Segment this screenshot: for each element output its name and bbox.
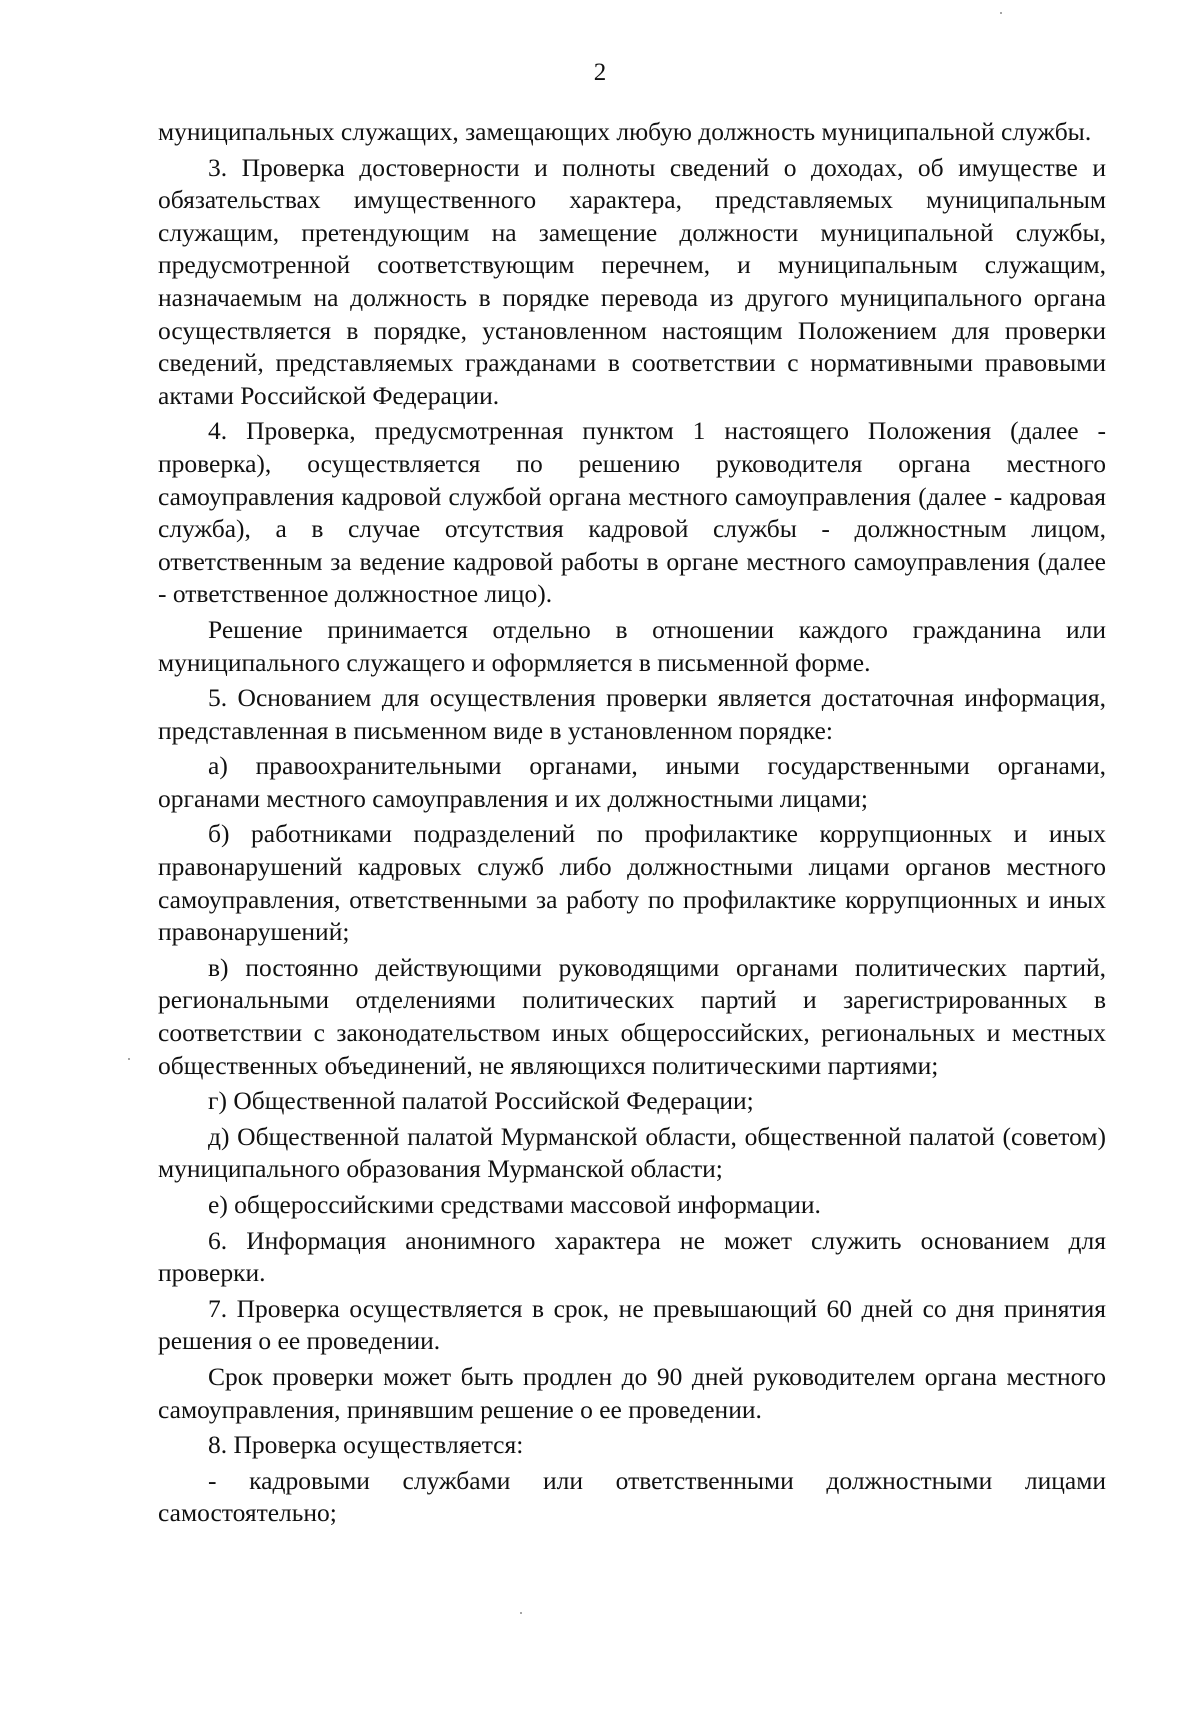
scan-speck [520,1612,522,1614]
paragraph-subitem-v: в) постоянно действующими руководящими органами политических партий, региональными отделениями политических партий и зарегистрированных в соответствии с законодательством иных общероссийских, региональных и местных общественных объединений, не являющихся политическими партиями; [158,952,1106,1080]
paragraph-subitem-a: а) правоохранительными органами, иными государственными органами, органами местного самоуправления и их должностными лицами; [158,751,1106,813]
paragraph-decision: Решение принимается отдельно в отношении каждого гражданина или муниципального служащего и оформляется в письменной форме. [158,614,1106,677]
scan-speck [1000,12,1002,14]
paragraph-subitem-b: б) работниками подразделений по профилактике коррупционных и иных правонарушений кадровых служб либо должностными лицами органов местного самоуправления, ответственными за работу по профилактике коррупционных и иных правонарушений; [158,819,1106,947]
paragraph-item-7: 7. Проверка осуществляется в срок, не превышающий 60 дней со дня принятия решения о ее проведении. [158,1293,1106,1356]
paragraph-item-5: 5. Основанием для осуществления проверки является достаточная информация, представленная в письменном виде в установленном порядке: [158,683,1106,745]
page-number: 2 [593,59,607,86]
paragraph-dash-item: - кадровыми службами или ответственными должностными лицами самостоятельно; [158,1465,1106,1528]
paragraph-subitem-g: г) Общественной палатой Российской Федерации; [208,1086,754,1116]
paragraph-continuation: муниципальных служащих, замещающих любую должность муниципальной службы. [158,117,1092,146]
paragraph-item-3: 3. Проверка достоверности и полноты сведений о доходах, об имуществе и обязательствах имущественного характера, представляемых муниципальным служащим, претендующим на замещение должности муниципальной службы, предусмотренной соответствующим перечнем, и муниципальным служащим, назначаемым на должность в порядке перевода из другого муниципального органа осуществляется в порядке, установленном настоящим Положением для проверки сведений, представляемых гражданами в соответствии с нормативными правовыми актами Российской Федерации. [158,152,1106,410]
paragraph-item-4: 4. Проверка, предусмотренная пунктом 1 настоящего Положения (далее - проверка), осуществляется по решению руководителя органа местного самоуправления кадровой службой органа местного самоуправления (далее - кадровая служба), а в случае отсутствия кадровой службы - должностным лицом, ответственным за ведение кадровой работы в органе местного самоуправления (далее - ответственное должностное лицо). [158,416,1106,609]
paragraph-item-6: 6. Информация анонимного характера не может служить основанием для проверки. [158,1225,1106,1288]
document-body [158,116,1106,1530]
paragraph-item-8: 8. Проверка осуществляется: [208,1430,524,1460]
paragraph-subitem-e: е) общероссийскими средствами массовой информации. [208,1190,821,1219]
paragraph-extension: Срок проверки может быть продлен до 90 дней руководителем органа местного самоуправления, принявшим решение о ее проведении. [158,1361,1106,1424]
paragraph-subitem-d: д) Общественной палатой Мурманской области, общественной палатой (советом) муниципального образования Мурманской области; [158,1121,1106,1184]
scan-speck [128,1058,130,1060]
